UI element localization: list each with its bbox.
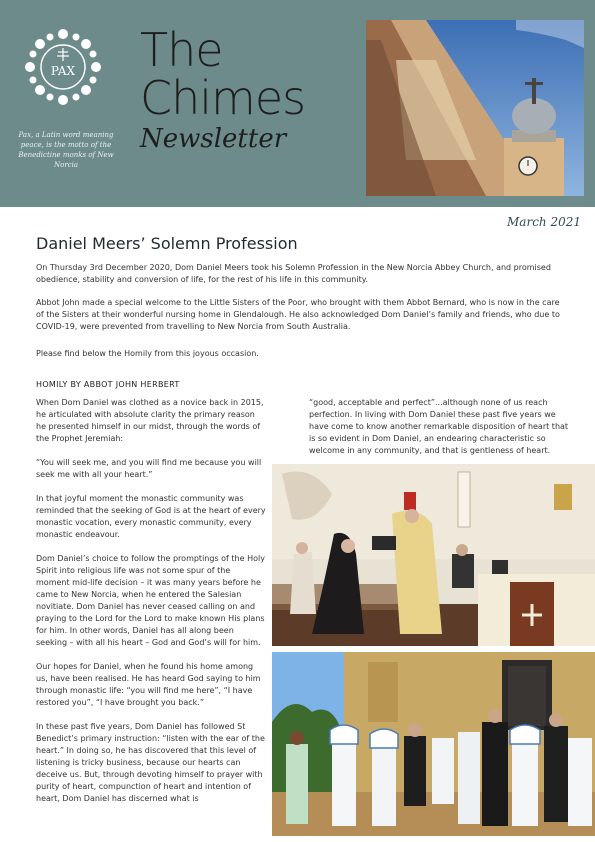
masthead <box>0 0 595 207</box>
lead-paragraph-3: Please find below the Homily from this joyous occasion. <box>36 349 259 358</box>
lead-paragraph-2: Abbot John made a special welcome to the Little Sisters of the Poor, who brought with them Abbot Bernard, who is now in the care of the Sisters at their wonderful nursing home in Glendalough. He also acknowledged Dom Daniel’s family and friends, who due to COVID-19, were prevented from travelling to New Norcia from South Australia. <box>36 298 560 331</box>
homily-paragraph: Dom Daniel’s choice to follow the promptings of the Holy Spirit into religious life was not some spur of the moment mid-life decision – it was many years before he came to New Norcia, when he entered the Salesian novitiate. Dom Daniel has never ceased calling on and praying to the Lord for the Lord to make known His plans for him. In other words, Daniel has all along been seeking – with all his heart – God and God’s will for him. <box>36 554 265 647</box>
logo-text: PAX <box>50 64 76 78</box>
homily-paragraph: Our hopes for Daniel, when he found his home among us, have been realised. He has heard God saying to him through monastic life: “you will find me here”, “I have restored you”, “I have brought you back.” <box>36 662 261 707</box>
title-line-1: The <box>140 23 223 77</box>
pax-wreath-logo <box>24 28 102 106</box>
homily-left-column <box>36 397 266 817</box>
homily-paragraph: In these past five years, Dom Daniel has followed St Benedict’s primary instruction: “listen with the ear of the heart.” In doing so, he has discovered that this level of listening is tricky business, because our hearts can deceive us. But, through devoting himself to prayer with purity of heart, compunction of heart and intention of heart, Dom Daniel has discerned what is <box>36 722 265 803</box>
newsletter-subtitle: Newsletter <box>140 124 287 154</box>
logo-caption: Pax, a Latin word meaning peace, is the motto of the Benedictine monks of New Norcia <box>18 131 114 169</box>
homily-paragraph: In that joyful moment the monastic community was reminded that the seeking of God is at the heart of every monastic vocation, every monastic community, every monastic endeavour. <box>36 494 266 539</box>
homily-right-column: “good, acceptable and perfect”...although none of us reach perfection. In living with Dom Daniel these past five years we have come to know another remarkable disposition of heart that is so evident in Dom Daniel, an endearing characteristic so welcome in any community, and that is gentleness of heart. <box>309 398 569 455</box>
homily-quote: “You will seek me, and you will find me because you will seek me with all your heart.” <box>36 458 262 479</box>
homily-paragraph: When Dom Daniel was clothed as a novice back in 2015, he articulated with absolute clarity the primary reason he presented himself in our midst, through the words of the Prophet Jeremiah: <box>36 398 264 443</box>
title-line-2: Chimes <box>140 71 306 125</box>
lead-paragraph-1: On Thursday 3rd December 2020, Dom Daniel Meers took his Solemn Profession in the New Norcia Abbey Church, and promised obedience, stability and conversion of life, for the rest of his life in this community. <box>36 263 551 284</box>
homily-heading: HOMILY BY ABBOT JOHN HERBERT <box>36 380 180 389</box>
issue-date: March 2021 <box>507 215 581 229</box>
profession-ceremony-photo <box>272 464 595 646</box>
article-title: Daniel Meers’ Solemn Profession <box>36 234 298 253</box>
abbey-tower-photo <box>366 20 584 196</box>
group-outdoors-photo <box>272 652 595 836</box>
title-block <box>140 23 360 154</box>
